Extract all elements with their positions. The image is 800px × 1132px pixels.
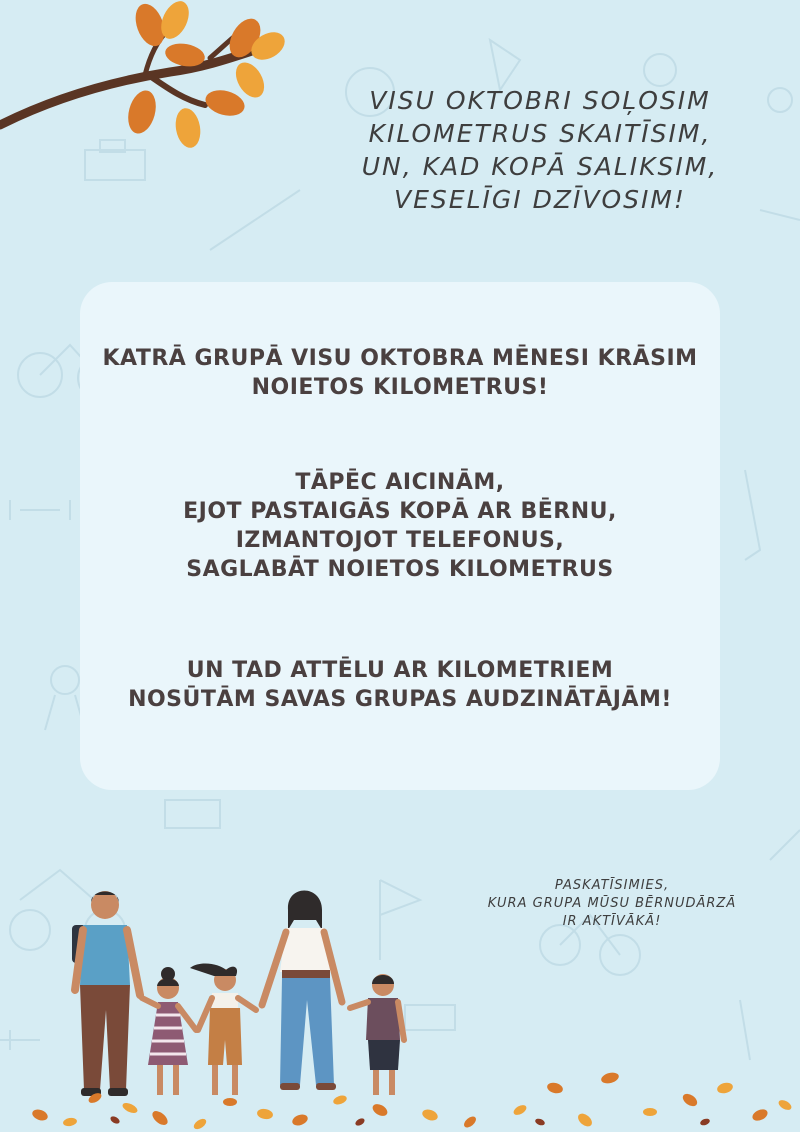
poem (330, 84, 750, 216)
card-line: UN TAD ATTĒLU AR KILOMETRIEM (186, 658, 614, 683)
footnote (462, 877, 762, 931)
footnote-line: IR AKTĪVĀKĀ! (562, 914, 662, 929)
footnote-line: PASKATĪSIMIES, (554, 878, 670, 893)
card-line: IZMANTOJOT TELEFONUS, (235, 528, 565, 553)
poem-line: UN, KAD KOPĀ SALIKSIM, (361, 152, 719, 181)
card-line: SAGLABĀT NOIETOS KILOMETRUS (186, 557, 614, 582)
card-paragraph-1 (80, 344, 720, 402)
fallen-leaves-icon (0, 1060, 800, 1132)
card-line: TĀPĒC AICINĀM, (295, 470, 505, 495)
card-paragraph-2 (80, 468, 720, 584)
card-line: EJOT PASTAIGĀS KOPĀ AR BĒRNU, (183, 499, 617, 524)
poem-line: VISU OKTOBRI SOĻOSIM (369, 86, 711, 115)
card-line: NOSŪTĀM SAVAS GRUPAS AUDZINĀTĀJĀM! (128, 687, 672, 712)
card-line: NOIETOS KILOMETRUS! (251, 375, 549, 400)
autumn-branch-icon (0, 0, 300, 160)
footnote-line: KURA GRUPA MŪSU BĒRNUDĀRZĀ (487, 896, 737, 911)
card-paragraph-3 (80, 656, 720, 714)
poem-line: VESELĪGI DZĪVOSIM! (394, 185, 686, 214)
info-card (80, 282, 720, 790)
card-line: KATRĀ GRUPĀ VISU OKTOBRA MĒNESI KRĀSIM (102, 346, 698, 371)
poem-line: KILOMETRUS SKAITĪSIM, (368, 119, 712, 148)
